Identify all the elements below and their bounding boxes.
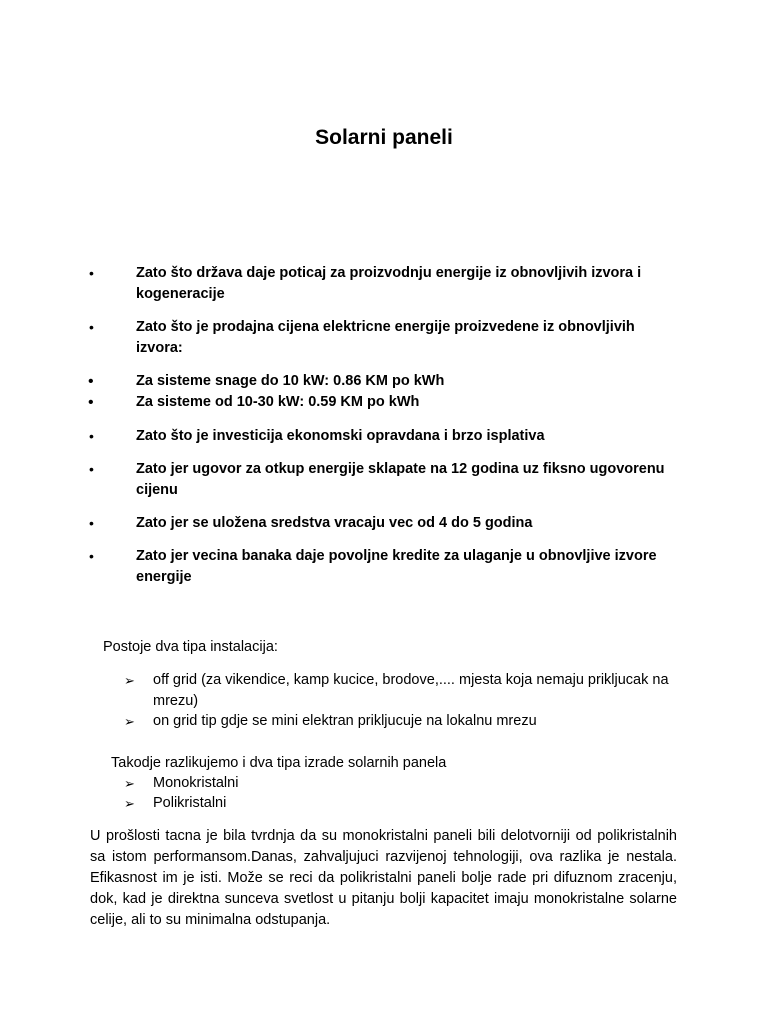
bullet-marker: • (89, 548, 94, 564)
comparison-paragraph: U prošlosti tacna je bila tvrdnja da su monokristalni paneli bili delotvorniji od polikristalnih sa istom performansom.Danas, zahvaljujuci razvijenoj tehnologiji, ova razlika je nestala. Efikasnost im je isti. Može se reci da polikristalni paneli bolje rade pri difuznom zracenju, dok, kad je direktna sunceva svetlost u pitanju bolji kapacitet imaju monokristalne solarne celije, ali to su minimalna odstupanja. (90, 828, 677, 928)
bullet-marker: • (88, 373, 94, 390)
arrow-bullet-icon: ➢ (124, 796, 135, 811)
list-item: on grid tip gdje se mini elektran prikljucuje na lokalnu mrezu (153, 713, 537, 729)
list-item: Monokristalni (153, 775, 239, 791)
list-item: Zato jer se uložena sredstva vracaju vec od 4 do 5 godina (136, 515, 533, 531)
list-item: Zato jer vecina banaka daje povoljne kredite za ulaganje u obnovljive izvore energije (136, 548, 657, 585)
list-item: off grid (za vikendice, kamp kucice, brodove,.... mjesta koja nemaju prikljucak na mrezu) (153, 672, 669, 709)
page-title: Solarni paneli (315, 126, 453, 149)
bullet-marker: • (89, 319, 94, 335)
bullet-marker: • (89, 515, 94, 531)
bullet-marker: • (88, 394, 94, 411)
arrow-bullet-icon: ➢ (124, 673, 135, 688)
bullet-marker: • (89, 461, 94, 477)
list-item: Zato što država daje poticaj za proizvodnju energije iz obnovljivih izvora i kogeneracije (136, 265, 642, 302)
arrow-bullet-icon: ➢ (124, 776, 135, 791)
bullet-marker: • (89, 428, 94, 444)
list-item: Polikristalni (153, 795, 227, 811)
list-item: Za sisteme od 10-30 kW: 0.59 KM po kWh (136, 394, 420, 410)
panel-types-intro: Takodje razlikujemo i dva tipa izrade solarnih panela (111, 755, 447, 771)
list-item: Zato što je prodajna cijena elektricne energije proizvedene iz obnovljivih izvora: (136, 319, 635, 356)
bullet-marker: • (89, 265, 94, 281)
installations-intro: Postoje dva tipa instalacija: (103, 639, 278, 655)
list-item: Zato jer ugovor za otkup energije sklapate na 12 godina uz fiksno ugovorenu cijenu (136, 461, 665, 498)
arrow-bullet-icon: ➢ (124, 714, 135, 729)
list-item: Zato što je investicija ekonomski opravdana i brzo isplativa (136, 428, 545, 444)
list-item: Za sisteme snage do 10 kW: 0.86 KM po kWh (136, 373, 445, 389)
